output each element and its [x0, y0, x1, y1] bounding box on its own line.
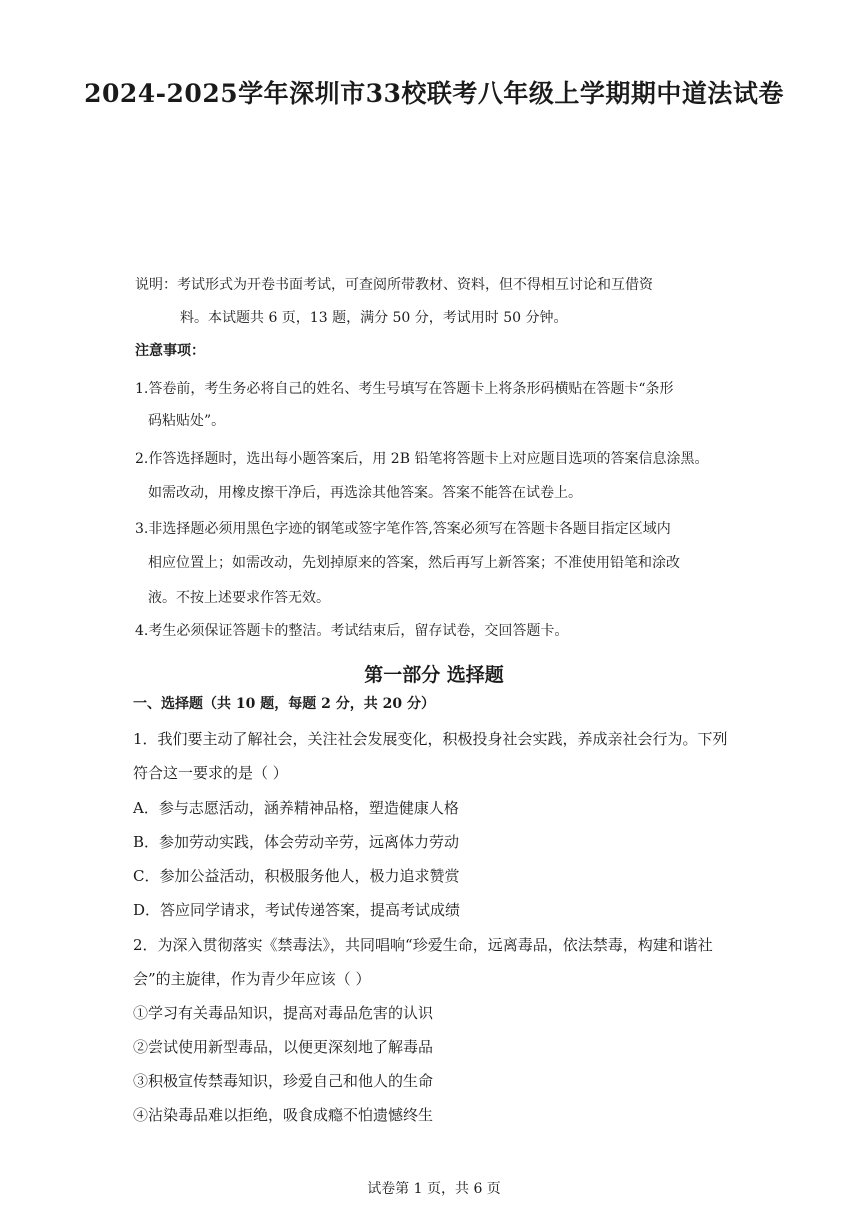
note-line: 相应位置上；如需改动，先划掉原来的答案，然后再写上新答案；不准使用铅笔和涂改: [148, 555, 680, 571]
q2-item-3: ③积极宣传禁毒知识，珍爱自己和他人的生命: [133, 1072, 434, 1090]
q2-item-2: ②尝试使用新型毒品，以便更深刻地了解毒品: [133, 1038, 434, 1056]
note-line: 4.考生必须保证答题卡的整洁。考试结束后，留存试卷，交回答题卡。: [135, 623, 569, 639]
section-heading: 一、选择题（共 10 题，每题 2 分，共 20 分）: [133, 696, 435, 712]
instructions-line-1: 说明：考试形式为开卷书面考试，可查阅所带教材、资料，但不得相互讨论和互借资: [135, 277, 653, 293]
q1-option-a: A．参与志愿活动，涵养精神品格，塑造健康人格: [133, 799, 459, 817]
exam-title: 2024-2025学年深圳市33校联考八年级上学期期中道法试卷: [84, 79, 784, 108]
note-line: 1.答卷前，考生务必将自己的姓名、考生号填写在答题卡上将条形码横贴在答题卡“条形: [135, 381, 674, 397]
notes-heading: 注意事项：: [135, 343, 205, 359]
note-line: 码粘贴处”。: [148, 413, 226, 429]
q1-stem-line-2: 符合这一要求的是（ ）: [133, 764, 288, 782]
note-line: 3.非选择题必须用黑色字迹的钢笔或签字笔作答,答案必须写在答题卡各题目指定区域内: [135, 521, 671, 537]
instructions-line-2: 料。本试题共 6 页，13 题，满分 50 分，考试用时 50 分钟。: [180, 310, 568, 326]
q2-item-1: ①学习有关毒品知识，提高对毒品危害的认识: [133, 1004, 434, 1022]
q2-item-4: ④沾染毒品难以拒绝，吸食成瘾不怕遗憾终生: [133, 1106, 434, 1124]
note-line: 液。不按上述要求作答无效。: [148, 590, 330, 606]
q1-option-b: B．参加劳动实践，体会劳动辛劳，远离体力劳动: [133, 833, 460, 851]
q2-stem-line-1: 2．为深入贯彻落实《禁毒法》，共同唱响“珍爱生命，远离毒品，依法禁毒，构建和谐社: [133, 936, 713, 954]
note-line: 2.作答选择题时，选出每小题答案后，用 2B 铅笔将答题卡上对应题目选项的答案信息涂黑。: [135, 451, 709, 467]
part-title: 第一部分 选择题: [364, 664, 504, 686]
q1-option-c: C．参加公益活动，积极服务他人，极力追求赞赏: [133, 867, 460, 885]
q1-option-d: D．答应同学请求，考试传递答案，提高考试成绩: [133, 901, 461, 919]
q2-stem-line-2: 会”的主旋律，作为青少年应该（ ）: [133, 970, 371, 988]
q1-stem-line-1: 1．我们要主动了解社会，关注社会发展变化，积极投身社会实践，养成亲社会行为。下列: [133, 730, 728, 748]
note-line: 如需改动，用橡皮擦干净后，再选涂其他答案。答案不能答在试卷上。: [148, 485, 582, 501]
page-footer: 试卷第 1 页，共 6 页: [367, 1181, 501, 1197]
